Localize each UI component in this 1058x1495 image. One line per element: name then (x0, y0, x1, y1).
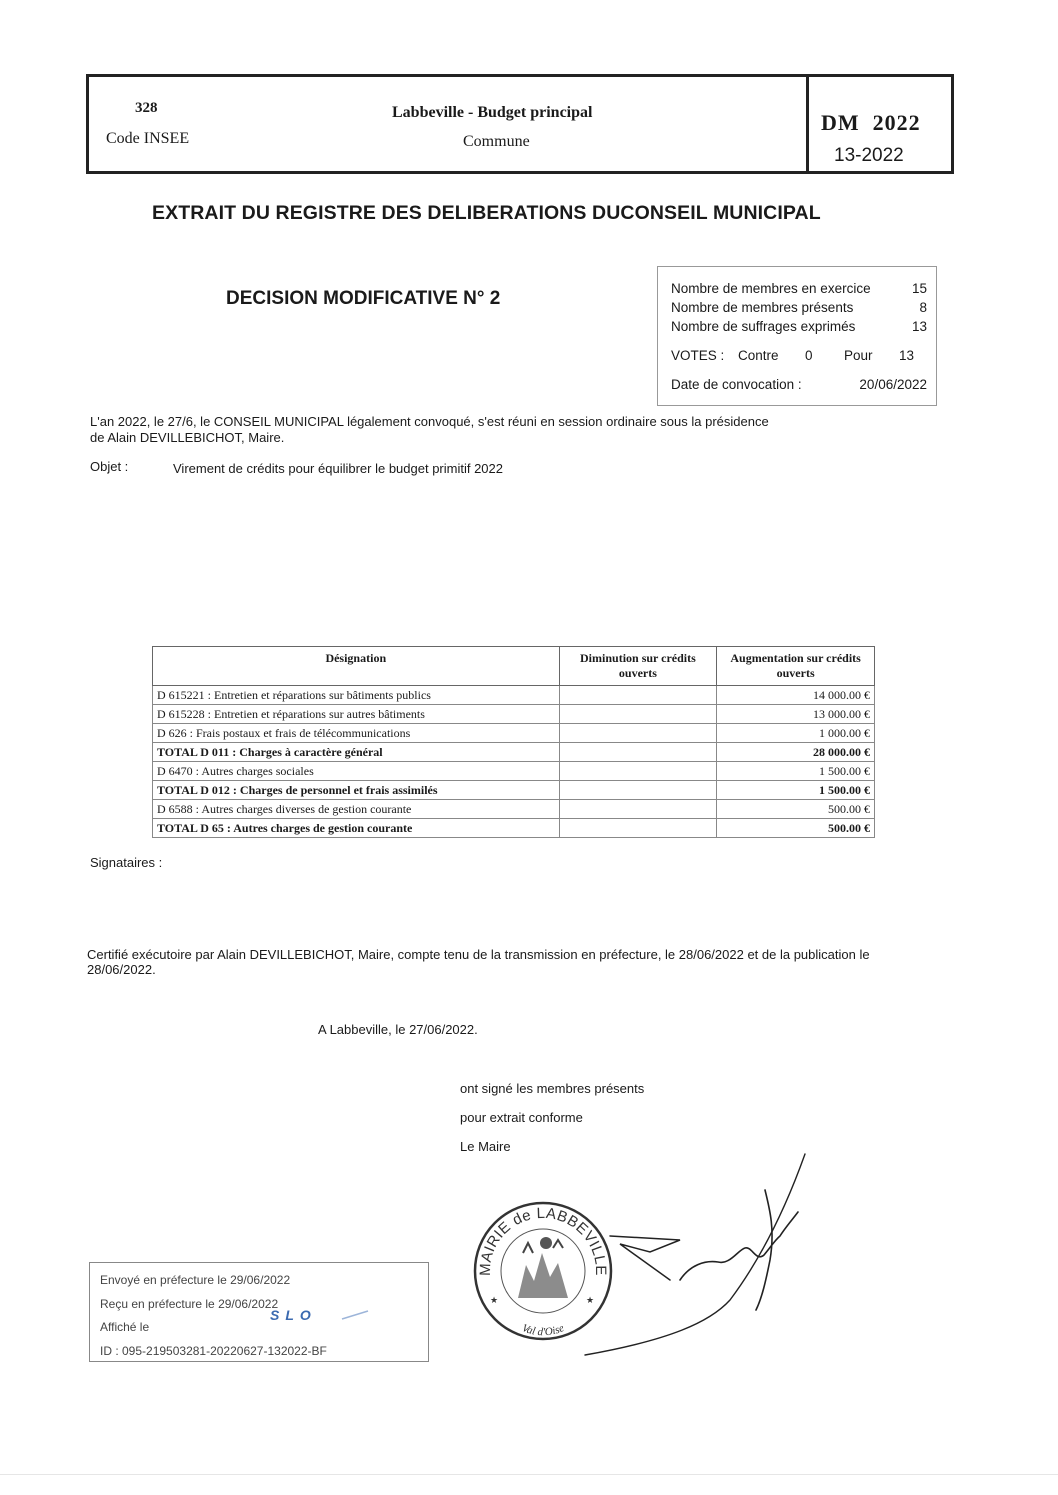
insee-code-label: Code INSEE (106, 130, 190, 147)
cell-augmentation: 500.00 € (717, 819, 875, 838)
slo-logo-icon (270, 1307, 370, 1323)
budget-subtitle: Commune (463, 133, 530, 150)
stat-present (671, 300, 927, 318)
page-footer-line (0, 1474, 1058, 1475)
cell-designation: D 615228 : Entretien et réparations sur autres bâtiments (153, 705, 560, 724)
prefecture-received: Reçu en préfecture le 29/06/2022 (100, 1297, 279, 1311)
convocation-label: Date de convocation : (671, 377, 802, 392)
prefecture-box (89, 1262, 429, 1362)
signataires-label: Signataires : (90, 855, 163, 870)
stat-present-value: 8 (919, 300, 927, 315)
cell-designation: D 626 : Frais postaux et frais de télécommunications (153, 724, 560, 743)
prefecture-posted: Affiché le (100, 1320, 150, 1334)
table-row (153, 800, 875, 819)
insee-code: 328 (135, 100, 158, 116)
cell-augmentation: 1 500.00 € (717, 781, 875, 800)
dm-reference: 13-2022 (834, 145, 904, 166)
convocation-date: 20/06/2022 (859, 377, 927, 392)
cell-designation: D 6470 : Autres charges sociales (153, 762, 560, 781)
svg-text:MAIRIE de LABBEVILLE: MAIRIE de LABBEVILLE (476, 1204, 610, 1277)
cell-diminution (559, 819, 717, 838)
votes-label: VOTES : (671, 348, 725, 363)
cell-diminution (559, 724, 717, 743)
cell-designation: TOTAL D 65 : Autres charges de gestion courante (153, 819, 560, 838)
signature-line-mayor: Le Maire (460, 1139, 511, 1154)
prefecture-sent: Envoyé en préfecture le 29/06/2022 (100, 1273, 291, 1287)
svg-text:★: ★ (586, 1295, 595, 1305)
cell-diminution (559, 800, 717, 819)
cell-diminution (559, 705, 717, 724)
table-header-row (153, 647, 875, 686)
stat-members (671, 281, 927, 299)
cell-designation: D 6588 : Autres charges diverses de gestion courante (153, 800, 560, 819)
intro-paragraph: L'an 2022, le 27/6, le CONSEIL MUNICIPAL légalement convoqué, s'est réuni en session ordinaire sous la présidence de Alain DEVILLEBICHOT, Maire. (90, 414, 769, 445)
cell-designation: TOTAL D 011 : Charges à caractère général (153, 743, 560, 762)
stat-convocation (671, 377, 927, 395)
cell-designation: D 615221 : Entretien et réparations sur bâtiments publics (153, 686, 560, 705)
prefecture-id: ID : 095-219503281-20220627-132022-BF (100, 1344, 327, 1358)
table-total-row (153, 819, 875, 838)
header-diminution: Diminution sur crédits ouverts (559, 647, 717, 686)
cell-augmentation: 14 000.00 € (717, 686, 875, 705)
table-row (153, 686, 875, 705)
document-title: EXTRAIT DU REGISTRE DES DELIBERATIONS DUCONSEIL MUNICIPAL (152, 202, 821, 224)
header-divider (806, 76, 809, 173)
table-row (153, 705, 875, 724)
stat-members-value: 15 (911, 281, 927, 296)
stat-present-label: Nombre de membres présents (671, 300, 854, 315)
pour-label: Pour (844, 348, 873, 363)
cell-augmentation: 28 000.00 € (717, 743, 875, 762)
place-date: A Labbeville, le 27/06/2022. (318, 1022, 478, 1037)
cell-augmentation: 1 500.00 € (717, 762, 875, 781)
svg-text:Val d'Oise: Val d'Oise (520, 1322, 566, 1339)
pour-value: 13 (899, 348, 915, 363)
budget-table (152, 646, 875, 838)
header-designation: Désignation (153, 647, 560, 686)
header-augmentation: Augmentation sur crédits ouverts (717, 647, 875, 686)
cell-diminution (559, 781, 717, 800)
table-total-row (153, 743, 875, 762)
vote-stats-box (657, 266, 937, 406)
stat-votes (671, 348, 927, 366)
stat-votes-cast-label: Nombre de suffrages exprimés (671, 319, 856, 334)
table-row (153, 762, 875, 781)
contre-value: 0 (805, 348, 813, 363)
contre-label: Contre (738, 348, 779, 363)
cell-diminution (559, 686, 717, 705)
table-body (153, 686, 875, 838)
cell-augmentation: 1 000.00 € (717, 724, 875, 743)
signature-line-members: ont signé les membres présents (460, 1081, 645, 1096)
table-row (153, 724, 875, 743)
decision-title: DECISION MODIFICATIVE N° 2 (226, 288, 501, 309)
mayor-signature-icon (580, 1150, 820, 1360)
svg-text:SLO: SLO (270, 1307, 317, 1323)
stat-votes-cast-value: 13 (911, 319, 927, 334)
budget-title: Labbeville - Budget principal (392, 104, 593, 121)
stat-members-label: Nombre de membres en exercice (671, 281, 871, 296)
svg-text:★: ★ (490, 1295, 499, 1305)
objet-text: Virement de crédits pour équilibrer le budget primitif 2022 (173, 461, 503, 476)
objet-label: Objet : (90, 459, 129, 474)
signature-line-extract: pour extrait conforme (460, 1110, 583, 1125)
cell-diminution (559, 743, 717, 762)
certification-text: Certifié exécutoire par Alain DEVILLEBICHOT, Maire, compte tenu de la transmission en préfecture, le 28/06/2022 et de la publication le 28/06/2022. (87, 947, 870, 977)
stat-votes-cast (671, 319, 927, 337)
table-total-row (153, 781, 875, 800)
cell-augmentation: 13 000.00 € (717, 705, 875, 724)
cell-augmentation: 500.00 € (717, 800, 875, 819)
dm-label: DM 2022 (821, 110, 921, 135)
cell-designation: TOTAL D 012 : Charges de personnel et frais assimilés (153, 781, 560, 800)
cell-diminution (559, 762, 717, 781)
